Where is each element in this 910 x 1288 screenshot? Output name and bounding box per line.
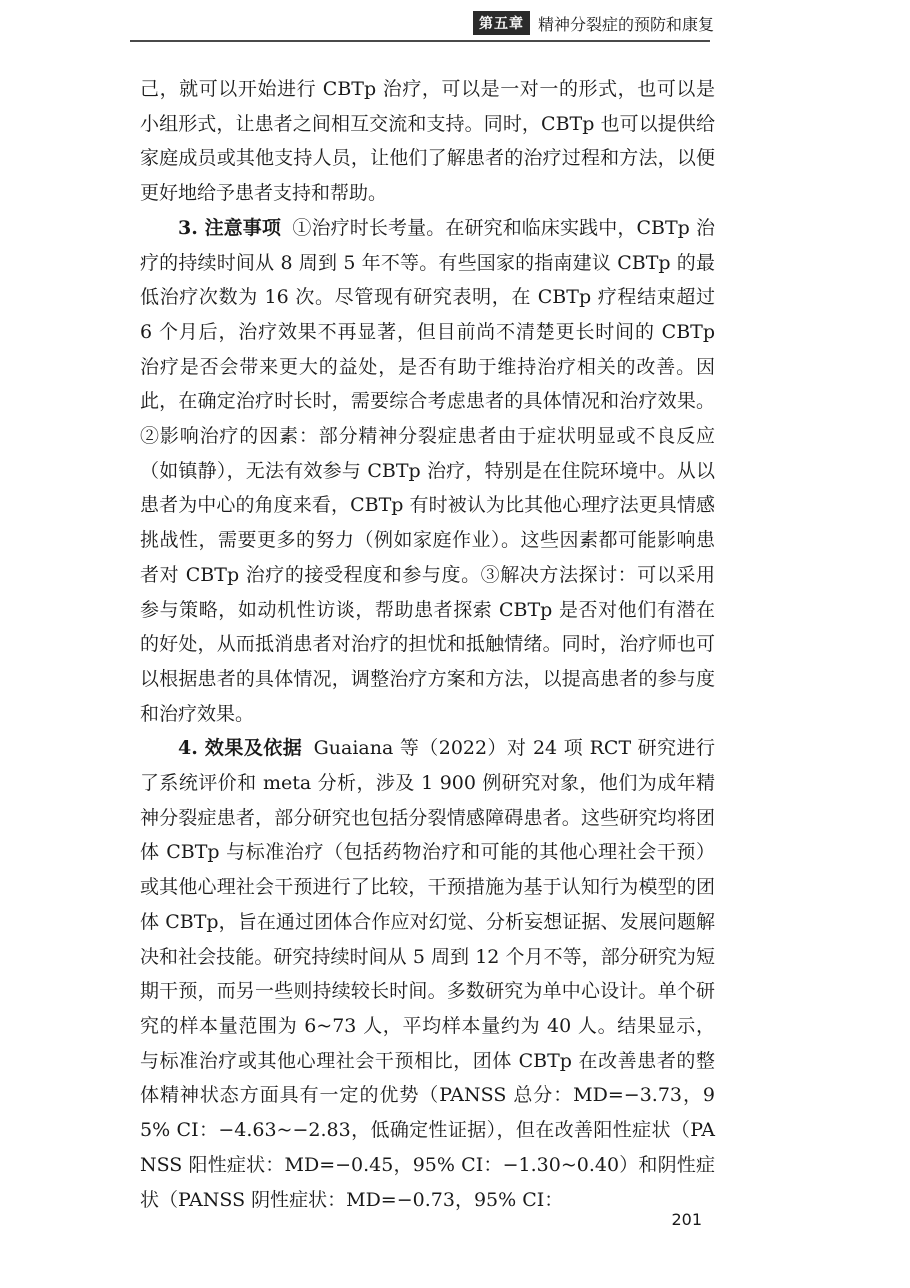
running-header [473, 8, 714, 38]
paragraph-precautions [140, 211, 715, 732]
paragraph-text: Guaiana 等（2022）对 24 项 RCT 研究进行了系统评价和 meta 分析，涉及 1 900 例研究对象，他们为成年精神分裂症患者，部分研究也包括分裂情感障碍患者。这些研究均将团体 CBTp 与标准治疗（包括药物治疗和可能的其他心理社会干预）或其他心理社会干预进行了比较，干预措施为基于认知行为模型的团体 CBTp，旨在通过团体合作应对幻觉、分析妄想证据、发展问题解决和社会技能。研究持续时间从 5 周到 12 个月不等，部分研究为短期干预，而另一些则持续较长时间。多数研究为单中心设计。单个研究的样本量范围为 6~73 人，平均样本量约为 40 人。结果显示，与标准治疗或其他心理社会干预相比，团体 CBTp 在改善患者的整体精神状态方面具有一定的优势（PANSS 总分：MD=−3.73，95% CI：−4.63~−2.83，低确定性证据），但在改善阳性症状（PANSS 阳性症状：MD=−0.45，95% CI：−1.30~0.40）和阴性症状（PANSS 阴性症状：MD=−0.73，95% CI： [140, 737, 715, 1211]
paragraph-text: ①治疗时长考量。在研究和临床实践中，CBTp 治疗的持续时间从 8 周到 5 年不等。有些国家的指南建议 CBTp 的最低治疗次数为 16 次。尽管现有研究表明，在 CBTp 疗程结束超过 6 个月后，治疗效果不再显著，但目前尚不清楚更长时间的 CBTp 治疗是否会带来更大的益处，是否有助于维持治疗相关的改善。因此，在确定治疗时长时，需要综合考虑患者的具体情况和治疗效果。②影响治疗的因素：部分精神分裂症患者由于症状明显或不良反应（如镇静），无法有效参与 CBTp 治疗，特别是在住院环境中。从以患者为中心的角度来看，CBTp 有时被认为比其他心理疗法更具情感挑战性，需要更多的努力（例如家庭作业）。这些因素都可能影响患者对 CBTp 治疗的接受程度和参与度。③解决方法探讨：可以采用参与策略，如动机性访谈，帮助患者探索 CBTp 是否对他们有潜在的好处，从而抵消患者对治疗的担忧和抵触情绪。同时，治疗师也可以根据患者的具体情况，调整治疗方案和方法，以提高患者的参与度和治疗效果。 [140, 216, 715, 725]
chapter-label: 第五章 [473, 11, 530, 35]
page-body [140, 72, 715, 1217]
paragraph-text: 己，就可以开始进行 CBTp 治疗，可以是一对一的形式，也可以是小组形式，让患者之间相互交流和支持。同时，CBTp 也可以提供给家庭成员或其他支持人员，让他们了解患者的治疗过程和方法，以便更好地给予患者支持和帮助。 [140, 78, 715, 205]
section-heading: 3. 注意事项 [178, 216, 282, 239]
section-heading: 4. 效果及依据 [178, 737, 303, 760]
paragraph-continuation [140, 72, 715, 211]
page-number: 201 [671, 1210, 702, 1229]
header-divider [130, 40, 710, 42]
paragraph-evidence [140, 731, 715, 1217]
chapter-title: 精神分裂症的预防和康复 [537, 14, 714, 34]
